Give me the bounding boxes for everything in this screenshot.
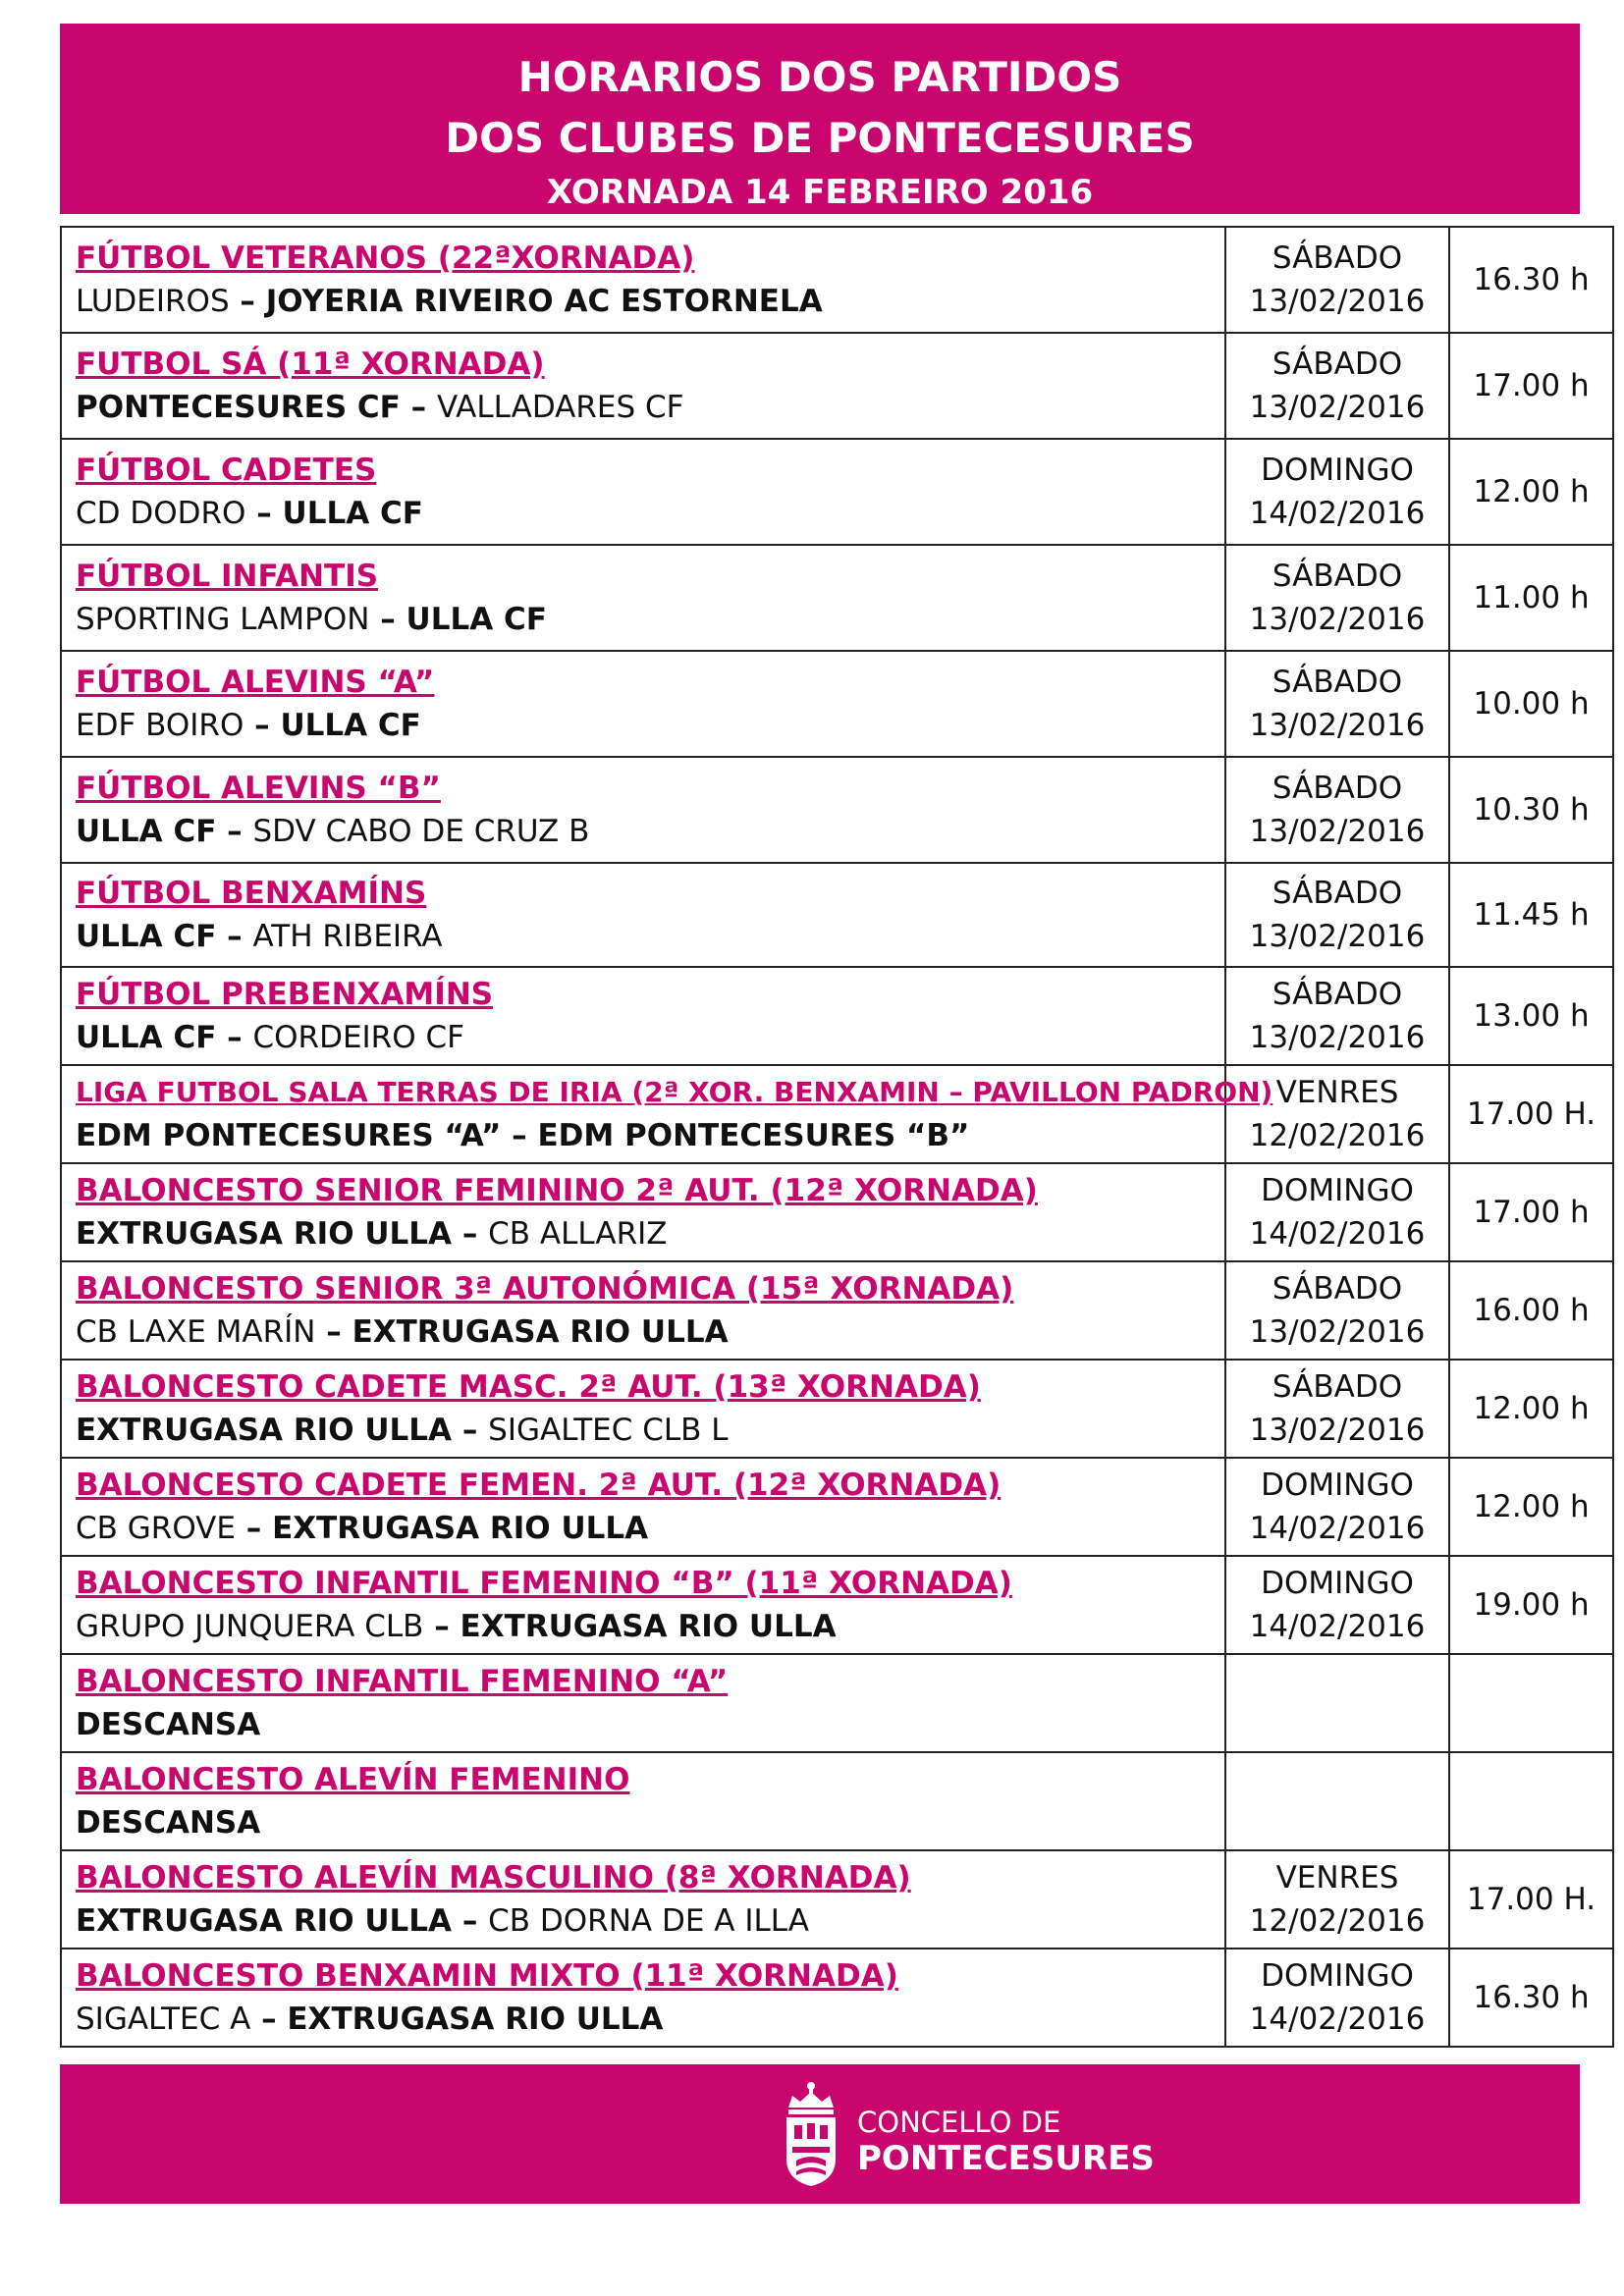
team-separator: – [245, 496, 283, 531]
match-teams [76, 1212, 1224, 1255]
home-team: SIGALTEC A [76, 2002, 251, 2037]
match-teams [76, 598, 1224, 641]
home-team: PONTECESURES CF [76, 390, 401, 425]
schedule-table [60, 226, 1614, 2048]
match-date: 14/02/2016 [1249, 1216, 1426, 1252]
match-date: 13/02/2016 [1249, 602, 1426, 637]
match-teams [76, 1016, 1224, 1059]
match-teams [76, 386, 1224, 429]
home-team: LUDEIROS [76, 284, 230, 319]
category-title: BALONCESTO SENIOR 3ª AUTONÓMICA (15ª XORNADA) [76, 1271, 1014, 1307]
rest-label [76, 1801, 1224, 1844]
category-title: LIGA FUTBOL SALA TERRAS DE IRIA (2ª XOR. BENXAMIN – PAVILLON PADRON) [76, 1076, 1273, 1108]
footer-line-2: PONTECESURES [857, 2139, 1155, 2178]
match-date: 14/02/2016 [1249, 1511, 1426, 1546]
category-title: BALONCESTO SENIOR FEMININO 2ª AUT. (12ª XORNADA) [76, 1173, 1038, 1208]
category-title: FÚTBOL INFANTIS [76, 559, 379, 594]
match-date: 13/02/2016 [1249, 919, 1426, 954]
match-day: SÁBADO [1272, 771, 1403, 806]
match-cell [61, 1850, 1225, 1949]
match-cell [61, 757, 1225, 863]
match-time: 11.45 h [1449, 863, 1613, 967]
match-teams [76, 1409, 1224, 1452]
match-cell [61, 1949, 1225, 2047]
date-cell [1225, 545, 1449, 651]
date-cell [1225, 863, 1449, 967]
match-time: 17.00 h [1449, 1163, 1613, 1261]
home-team: CB LAXE MARÍN [76, 1314, 316, 1350]
footer-line-1: CONCELLO DE [857, 2106, 1061, 2139]
away-team: ATH RIBEIRA [252, 919, 443, 954]
match-cell [61, 333, 1225, 439]
match-date: 13/02/2016 [1249, 814, 1426, 849]
date-cell [1225, 333, 1449, 439]
category-title: FÚTBOL ALEVINS “B” [76, 771, 441, 806]
date-cell [1225, 1850, 1449, 1949]
match-teams [76, 1998, 1224, 2041]
date-cell [1225, 757, 1449, 863]
schedule-row [61, 1458, 1613, 1556]
match-time: 12.00 h [1449, 1360, 1613, 1458]
away-team: ULLA CF [406, 602, 547, 637]
match-day: SÁBADO [1272, 240, 1403, 276]
away-team: CB ALLARIZ [488, 1216, 668, 1252]
home-team: GRUPO JUNQUERA CLB [76, 1609, 424, 1644]
team-separator: – [216, 814, 253, 849]
match-cell [61, 1163, 1225, 1261]
match-date: 14/02/2016 [1249, 1609, 1426, 1644]
category-title: FÚTBOL BENXAMÍNS [76, 876, 427, 911]
match-day: SÁBADO [1272, 977, 1403, 1012]
title-line-1: HORARIOS DOS PARTIDOS [517, 53, 1122, 101]
away-team: ULLA CF [280, 708, 421, 743]
match-teams [76, 492, 1224, 535]
page-header [60, 24, 1580, 214]
match-day: SÁBADO [1272, 1271, 1403, 1307]
date-cell [1225, 1949, 1449, 2047]
match-day: VENRES [1275, 1075, 1399, 1110]
away-team: EXTRUGASA RIO ULLA [272, 1511, 649, 1546]
match-teams [76, 1310, 1224, 1354]
schedule-row [61, 545, 1613, 651]
category-title: BALONCESTO CADETE FEMEN. 2ª AUT. (12ª XORNADA) [76, 1468, 1001, 1503]
match-time: 19.00 h [1449, 1556, 1613, 1654]
match-cell [61, 651, 1225, 757]
match-cell [61, 1752, 1225, 1850]
team-separator: – [369, 602, 406, 637]
match-cell [61, 1360, 1225, 1458]
away-team: ULLA CF [282, 496, 423, 531]
match-time: 17.00 h [1449, 333, 1613, 439]
match-day: DOMINGO [1261, 1958, 1414, 1994]
schedule-row [61, 439, 1613, 545]
schedule-row [61, 757, 1613, 863]
schedule-row [61, 1065, 1613, 1163]
match-teams [76, 1114, 1224, 1157]
match-cell [61, 227, 1225, 333]
match-day: SÁBADO [1272, 665, 1403, 700]
home-team: ULLA CF [76, 814, 217, 849]
schedule-row [61, 1261, 1613, 1360]
match-time: 13.00 h [1449, 967, 1613, 1065]
match-cell [61, 1065, 1273, 1163]
team-separator: – [235, 1511, 273, 1546]
match-cell [61, 545, 1225, 651]
subtitle: XORNADA 14 FEBREIRO 2016 [546, 173, 1094, 212]
match-date: 13/02/2016 [1249, 284, 1426, 319]
team-separator: – [452, 1903, 489, 1939]
category-title: BALONCESTO ALEVÍN MASCULINO (8ª XORNADA) [76, 1860, 911, 1896]
category-title: FÚTBOL PREBENXAMÍNS [76, 977, 494, 1012]
match-time: 16.30 h [1449, 227, 1613, 333]
date-cell [1225, 1654, 1449, 1752]
team-separator: – [216, 919, 253, 954]
match-time [1449, 1654, 1613, 1752]
schedule-row [61, 1163, 1613, 1261]
date-cell [1225, 1163, 1449, 1261]
match-date: 13/02/2016 [1249, 1020, 1426, 1055]
home-team: ULLA CF [76, 919, 217, 954]
team-separator: – [423, 1609, 460, 1644]
schedule-row [61, 333, 1613, 439]
team-separator: – [501, 1118, 538, 1153]
match-date: 13/02/2016 [1249, 708, 1426, 743]
away-team: SDV CABO DE CRUZ B [252, 814, 590, 849]
schedule-row [61, 967, 1613, 1065]
match-time: 12.00 h [1449, 439, 1613, 545]
date-cell [1225, 1458, 1449, 1556]
team-separator: – [452, 1413, 489, 1448]
match-date: 12/02/2016 [1249, 1118, 1426, 1153]
category-title: BALONCESTO ALEVÍN FEMENINO [76, 1762, 630, 1797]
crest-icon [783, 2078, 839, 2188]
rest-text: DESCANSA [76, 1707, 261, 1742]
team-separator: – [452, 1216, 489, 1252]
match-teams [76, 704, 1224, 747]
category-title: BALONCESTO BENXAMIN MIXTO (11ª XORNADA) [76, 1958, 898, 1994]
home-team: EXTRUGASA RIO ULLA [76, 1413, 453, 1448]
category-title: FUTBOL SÁ (11ª XORNADA) [76, 347, 545, 382]
match-cell [61, 1261, 1225, 1360]
match-date: 14/02/2016 [1249, 496, 1426, 531]
match-time: 16.30 h [1449, 1949, 1613, 2047]
match-time: 16.00 h [1449, 1261, 1613, 1360]
date-cell [1225, 227, 1449, 333]
away-team: EDM PONTECESURES “B” [537, 1118, 970, 1153]
match-time [1449, 1752, 1613, 1850]
home-team: CB GROVE [76, 1511, 236, 1546]
date-cell [1225, 1261, 1449, 1360]
match-cell [61, 863, 1225, 967]
schedule-row [61, 1752, 1613, 1850]
match-day: DOMINGO [1261, 1566, 1414, 1601]
team-separator: – [244, 708, 281, 743]
match-time: 17.00 H. [1449, 1850, 1613, 1949]
rest-text: DESCANSA [76, 1805, 261, 1841]
match-date: 14/02/2016 [1249, 2002, 1426, 2037]
home-team: SPORTING LAMPON [76, 602, 370, 637]
match-day: SÁBADO [1272, 1369, 1403, 1405]
match-cell [61, 967, 1225, 1065]
date-cell [1225, 967, 1449, 1065]
match-day: SÁBADO [1272, 876, 1403, 911]
away-team: EXTRUGASA RIO ULLA [352, 1314, 729, 1350]
match-day: SÁBADO [1272, 347, 1403, 382]
match-cell [61, 1654, 1225, 1752]
away-team: SIGALTEC CLB L [488, 1413, 729, 1448]
match-time: 17.00 H. [1449, 1065, 1613, 1163]
match-time: 10.30 h [1449, 757, 1613, 863]
match-teams [76, 1507, 1224, 1550]
match-teams [76, 810, 1224, 853]
away-team: CB DORNA DE A ILLA [488, 1903, 809, 1939]
match-time: 12.00 h [1449, 1458, 1613, 1556]
away-team: VALLADARES CF [436, 390, 684, 425]
match-day: DOMINGO [1261, 1468, 1414, 1503]
rest-label [76, 1703, 1224, 1746]
category-title: BALONCESTO INFANTIL FEMENINO “A” [76, 1664, 729, 1699]
team-separator: – [216, 1020, 253, 1055]
team-separator: – [229, 284, 266, 319]
match-day: VENRES [1275, 1860, 1399, 1896]
schedule-row [61, 1850, 1613, 1949]
match-date: 13/02/2016 [1249, 1413, 1426, 1448]
team-separator: – [250, 2002, 288, 2037]
date-cell [1225, 1360, 1449, 1458]
date-cell [1225, 439, 1449, 545]
home-team: EXTRUGASA RIO ULLA [76, 1903, 453, 1939]
home-team: CD DODRO [76, 496, 246, 531]
date-cell [1225, 1556, 1449, 1654]
match-date: 13/02/2016 [1249, 390, 1426, 425]
away-team: EXTRUGASA RIO ULLA [460, 1609, 837, 1644]
home-team: EDF BOIRO [76, 708, 244, 743]
match-day: SÁBADO [1272, 559, 1403, 594]
match-time: 11.00 h [1449, 545, 1613, 651]
schedule-row [61, 1949, 1613, 2047]
category-title: FÚTBOL CADETES [76, 453, 377, 488]
home-team: EDM PONTECESURES “A” [76, 1118, 502, 1153]
away-team: JOYERIA RIVEIRO AC ESTORNELA [265, 284, 823, 319]
home-team: ULLA CF [76, 1020, 217, 1055]
team-separator: – [315, 1314, 352, 1350]
match-teams [76, 280, 1224, 323]
team-separator: – [400, 390, 437, 425]
category-title: FÚTBOL VETERANOS (22ªXORNADA) [76, 240, 695, 276]
match-date: 12/02/2016 [1249, 1903, 1426, 1939]
away-team: EXTRUGASA RIO ULLA [287, 2002, 664, 2037]
match-time: 10.00 h [1449, 651, 1613, 757]
category-title: FÚTBOL ALEVINS “A” [76, 665, 435, 700]
away-team: CORDEIRO CF [252, 1020, 464, 1055]
match-date: 13/02/2016 [1249, 1314, 1426, 1350]
date-cell [1225, 1752, 1449, 1850]
schedule-row [61, 651, 1613, 757]
match-teams [76, 1899, 1224, 1943]
match-day: DOMINGO [1261, 1173, 1414, 1208]
schedule-row [61, 1654, 1613, 1752]
category-title: BALONCESTO INFANTIL FEMENINO “B” (11ª XORNADA) [76, 1566, 1012, 1601]
home-team: EXTRUGASA RIO ULLA [76, 1216, 453, 1252]
page-footer [60, 2064, 1580, 2204]
match-day: DOMINGO [1261, 453, 1414, 488]
category-title: BALONCESTO CADETE MASC. 2ª AUT. (13ª XORNADA) [76, 1369, 981, 1405]
schedule-row [61, 1360, 1613, 1458]
schedule-row [61, 227, 1613, 333]
match-cell [61, 1556, 1225, 1654]
match-teams [76, 1605, 1224, 1648]
match-teams [76, 915, 1224, 958]
match-cell [61, 439, 1225, 545]
schedule-row [61, 863, 1613, 967]
date-cell [1225, 651, 1449, 757]
schedule-row [61, 1556, 1613, 1654]
title-line-2: DOS CLUBES DE PONTECESURES [445, 114, 1195, 162]
match-cell [61, 1458, 1225, 1556]
